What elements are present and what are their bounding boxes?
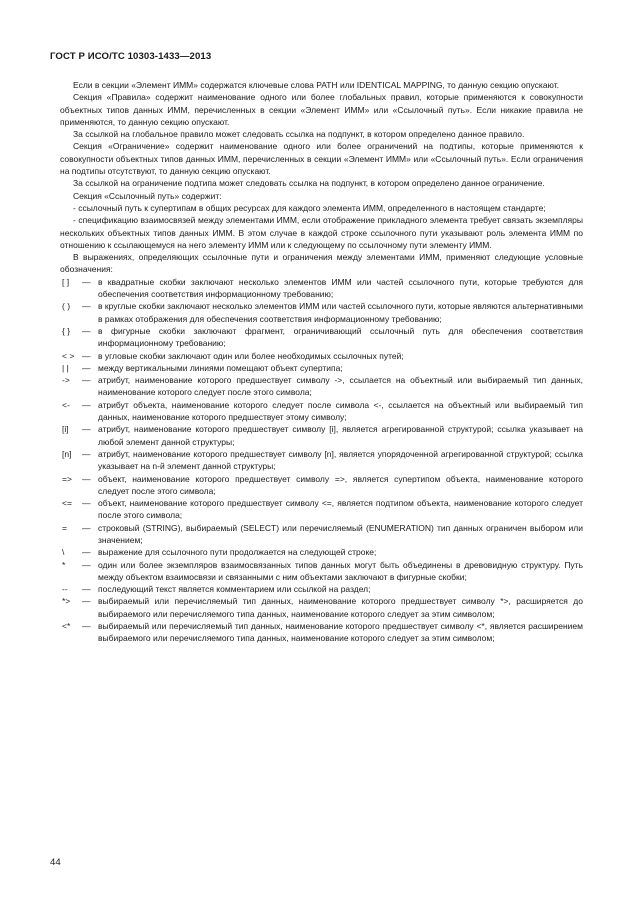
notation-dash: — <box>82 350 91 361</box>
page-number: 44 <box>50 857 61 868</box>
notation-symbol: ( ) <box>62 301 71 312</box>
paragraph: - спецификацию взаимосвязей между элементами ИММ, если отображение прикладного элемента требует связать экземпляры нескольких объектных типов данных ИММ. В этом случае в каждой строке ссылочного пути указывают роль элемента ИММ по отношению к ссылающемуся на него элементу ИММ или к следующему по ссылочному пути элементу ИММ. <box>60 215 583 250</box>
notation-dash: — <box>82 424 91 435</box>
notation-item <box>60 300 583 325</box>
notation-description: строковый (STRING), выбираемый (SELECT) или перечисляемый (ENUMERATION) тип данных ограничен выбором или значением; <box>98 522 583 545</box>
notation-symbol: *> <box>62 596 71 607</box>
notation-item <box>60 546 583 558</box>
notation-description: выбираемый или перечисляемый тип данных, наименование которого предшествует символу <*, является расширением выбираемого или перечисляемого типа данных, наименование которого следует за этим символом; <box>98 621 583 644</box>
notation-description: выбираемый или перечисляемый тип данных, наименование которого предшествует символу *>, расширяется до выбираемого или перечисляемого типа данных, наименование которого следует за этим символом; <box>98 596 583 619</box>
notation-description: в угловые скобки заключают один или более необходимых ссылочных путей; <box>98 350 404 361</box>
notation-description: атрибут, наименование которого предшествует символу [n], является упорядоченной агрегированной структурой; ссылка указывает на n-й элемент данной структуры; <box>98 448 583 472</box>
document-header: ГОСТ Р ИСО/ТС 10303-1433—2013 <box>50 51 212 62</box>
paragraph: Секция «Правила» содержит наименование одного или более глобальных правил, которые применяются к совокупности объектных типов данных ИММ, перечисленных в секции «Элемент ИММ» или «Ссылочный путь». Если никакие правила не применяются, то данную секцию опускают. <box>60 92 583 127</box>
notation-description: атрибут, наименование которого предшествует символу [i], является агрегированной структурой; ссылка указывает на любой элемент данной структуры; <box>98 424 583 447</box>
notation-dash: — <box>82 559 91 570</box>
notation-list <box>60 276 583 645</box>
notation-symbol: * <box>62 559 66 570</box>
notation-dash: — <box>82 584 91 595</box>
notation-description: объект, наименование которого предшествует символу =>, является супертипом объекта, наименование которого следует после этого символа; <box>98 473 583 496</box>
notation-description: между вертикальными линиями помещают объект супертипа; <box>98 362 343 373</box>
paragraph: В выражениях, определяющих ссылочные пути и ограничения между элементами ИММ, применяют следующие условные обозначения: <box>60 252 583 275</box>
notation-dash: — <box>82 473 91 484</box>
notation-symbol: = <box>62 522 67 533</box>
notation-item <box>60 595 583 620</box>
notation-description: объект, наименование которого предшествует символу <=, является подтипом объекта, наименование которого следует после этого символа; <box>98 498 583 521</box>
notation-item <box>60 620 583 645</box>
notation-dash: — <box>82 325 91 336</box>
notation-item <box>60 399 583 424</box>
notation-symbol: -- <box>62 584 68 595</box>
paragraph: За ссылкой на глобальное правило может следовать ссылка на подпункт, в котором определено данное правило. <box>73 129 525 140</box>
notation-item <box>60 448 583 473</box>
notation-dash: — <box>82 621 91 632</box>
notation-dash: — <box>82 448 91 459</box>
notation-dash: — <box>82 276 91 287</box>
paragraph: Секция «Ограничение» содержит наименование одного или более ограничений на подтипы, которые применяются к совокупности объектных типов данных ИММ, перечисленных в секции «Элемент ИММ» или «Ссылочный путь». Если ограничения на подтипы отсутствуют, то данную секцию опускают. <box>60 141 583 177</box>
notation-item <box>60 497 583 522</box>
notation-description: атрибут объекта, наименование которого следует после символа <-, ссылается на объектный или выбираемый тип данных, наименование которого предшествует этому символу; <box>98 399 583 423</box>
notation-dash: — <box>82 375 91 386</box>
notation-symbol: -> <box>62 375 70 386</box>
notation-dash: — <box>82 301 91 312</box>
notation-item <box>60 362 583 374</box>
notation-symbol: [i] <box>62 424 69 435</box>
notation-symbol: <= <box>62 498 72 509</box>
notation-symbol: <* <box>62 621 71 632</box>
notation-symbol: \ <box>62 547 65 558</box>
notation-description: в квадратные скобки заключают несколько элементов ИММ или частей ссылочного пути, которые требуются для обеспечения соответствия информационному требованию; <box>98 276 583 300</box>
notation-item <box>60 374 583 399</box>
notation-description: в круглые скобки заключают несколько элементов ИММ или частей ссылочного пути, которые являются альтернативными в рамках отображения для обеспечения соответствия информационному требованию; <box>98 301 583 324</box>
notation-description: атрибут, наименование которого предшествует символу ->, ссылается на объектный или выбираемый тип данных, наименование которого следует после этого символа; <box>98 375 583 398</box>
notation-item <box>60 350 583 362</box>
notation-symbol: => <box>62 473 72 484</box>
document-body <box>60 79 583 645</box>
notation-symbol: [n] <box>62 448 72 459</box>
paragraph: За ссылкой на ограничение подтипа может следовать ссылка на подпункт, в котором определено данное ограничение. <box>73 178 545 189</box>
notation-item <box>60 473 583 498</box>
notation-dash: — <box>82 522 91 533</box>
paragraph: - ссылочный путь к супертипам в общих ресурсах для каждого элемента ИММ, определенного в настоящем стандарте; <box>73 202 546 213</box>
notation-description: выражение для ссылочного пути продолжается на следующей строке; <box>98 547 377 558</box>
notation-item <box>60 583 583 595</box>
notation-item <box>60 276 583 301</box>
paragraph: Секция «Ссылочный путь» содержит: <box>73 190 222 201</box>
notation-item <box>60 423 583 448</box>
notation-symbol: <- <box>62 399 70 410</box>
notation-dash: — <box>82 498 91 509</box>
notation-symbol: { } <box>62 325 71 336</box>
notation-dash: — <box>82 596 91 607</box>
notation-dash: — <box>82 547 91 558</box>
notation-description: последующий текст является комментарием или ссылкой на раздел; <box>98 584 371 595</box>
notation-dash: — <box>82 399 91 410</box>
notation-description: один или более экземпляров взаимосвязанных типов данных могут быть объединены в древовидную структуру. Путь между объектом взаимосвязи и связанными с ним объектами заключают в фигурные скобки; <box>98 559 583 582</box>
notation-symbol: [ ] <box>62 276 70 287</box>
notation-item <box>60 559 583 584</box>
notation-symbol: | | <box>62 362 69 373</box>
notation-item <box>60 325 583 350</box>
notation-dash: — <box>82 362 91 373</box>
notation-item <box>60 522 583 547</box>
notation-description: в фигурные скобки заключают фрагмент, ограничивающий ссылочный путь для обеспечения соответствия информационному требованию; <box>98 325 583 349</box>
paragraph: Если в секции «Элемент ИММ» содержатся ключевые слова PATH или IDENTICAL MAPPING, то данную секцию опускают. <box>73 80 560 90</box>
notation-symbol: < > <box>62 350 75 361</box>
